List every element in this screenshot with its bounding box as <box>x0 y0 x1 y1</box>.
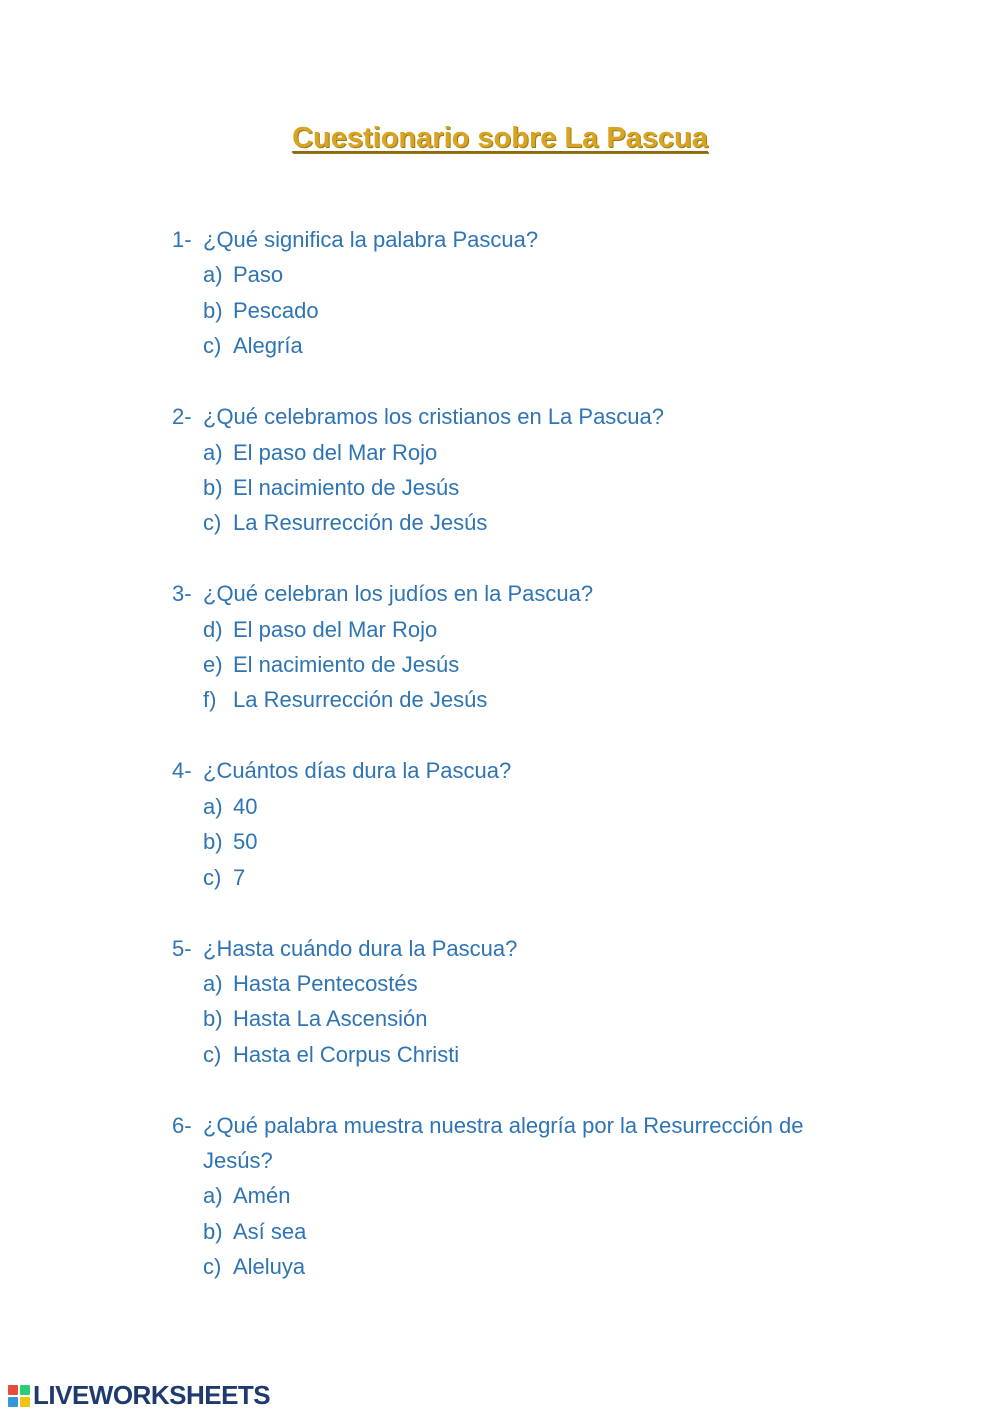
answer-option[interactable] <box>172 966 852 1001</box>
question-line <box>172 1108 852 1179</box>
answer-option[interactable] <box>172 1037 852 1072</box>
question-number: 6- <box>172 1112 192 1138</box>
question-6 <box>172 1108 852 1285</box>
option-letter: c) <box>203 333 222 359</box>
option-letter: c) <box>203 1041 222 1067</box>
option-text: Alegría <box>233 333 303 359</box>
option-text: Hasta La Ascensión <box>233 1006 428 1032</box>
answer-option[interactable] <box>172 505 852 540</box>
logo-square <box>8 1397 18 1407</box>
answer-option[interactable] <box>172 293 852 328</box>
question-text: ¿Qué significa la palabra Pascua? <box>203 227 539 252</box>
question-text: ¿Hasta cuándo dura la Pascua? <box>203 935 518 961</box>
option-letter: a) <box>203 970 223 996</box>
logo-square <box>8 1385 18 1395</box>
answer-option[interactable] <box>172 470 852 505</box>
question-text: ¿Qué celebran los judíos en la Pascua? <box>203 581 594 607</box>
option-text: La Resurrección de Jesús <box>233 687 488 713</box>
question-4 <box>172 753 852 895</box>
option-letter: a) <box>203 1183 223 1209</box>
option-text: Hasta Pentecostés <box>233 970 418 996</box>
option-text: Paso <box>233 262 284 288</box>
answer-option[interactable] <box>172 1214 852 1249</box>
option-letter: a) <box>203 793 223 819</box>
answer-option[interactable] <box>172 328 852 363</box>
question-number: 4- <box>172 758 192 784</box>
answer-option[interactable] <box>172 612 852 647</box>
answer-option[interactable] <box>172 1249 852 1284</box>
option-text: El paso del Mar Rojo <box>233 616 438 642</box>
option-text: 50 <box>233 829 258 855</box>
option-text: Así sea <box>233 1218 307 1244</box>
answer-option[interactable] <box>172 682 852 717</box>
option-text: Hasta el Corpus Christi <box>233 1041 460 1067</box>
question-number: 1- <box>172 227 192 252</box>
answer-option[interactable] <box>172 1001 852 1036</box>
option-letter: a) <box>203 262 223 288</box>
question-number: 3- <box>172 581 192 607</box>
option-letter: b) <box>203 474 223 500</box>
option-text: Pescado <box>233 297 319 323</box>
option-letter: d) <box>203 616 223 642</box>
answer-option[interactable] <box>172 435 852 470</box>
option-letter: b) <box>203 1218 223 1244</box>
answer-option[interactable] <box>172 647 852 682</box>
question-list <box>172 222 852 1320</box>
question-5 <box>172 931 852 1073</box>
answer-option[interactable] <box>172 824 852 859</box>
question-1 <box>172 222 852 364</box>
question-3 <box>172 576 852 718</box>
question-line <box>172 222 852 257</box>
question-text: ¿Cuántos días dura la Pascua? <box>203 758 512 784</box>
option-text: Amén <box>233 1183 291 1209</box>
option-letter: a) <box>203 439 223 465</box>
question-number: 2- <box>172 404 192 430</box>
option-letter: b) <box>203 297 223 323</box>
option-text: 40 <box>233 793 258 819</box>
answer-option[interactable] <box>172 1178 852 1213</box>
liveworksheets-logo[interactable] <box>8 1380 270 1411</box>
option-text: 7 <box>233 864 246 890</box>
option-text: Aleluya <box>233 1254 306 1280</box>
option-letter: c) <box>203 1254 222 1280</box>
question-number: 5- <box>172 935 192 961</box>
option-letter: c) <box>203 510 222 536</box>
question-line <box>172 753 852 788</box>
brand-name: LIVEWORKSHEETS <box>33 1380 271 1410</box>
answer-option[interactable] <box>172 860 852 895</box>
option-letter: b) <box>203 1006 223 1032</box>
option-text: El paso del Mar Rojo <box>233 439 438 465</box>
logo-square <box>20 1397 30 1407</box>
option-letter: e) <box>203 652 223 678</box>
logo-squares-icon <box>8 1385 30 1407</box>
answer-option[interactable] <box>172 257 852 292</box>
page-title: Cuestionario sobre La Pascua <box>292 122 708 154</box>
question-line <box>172 931 852 966</box>
option-text: La Resurrección de Jesús <box>233 510 488 536</box>
option-letter: f) <box>203 687 217 713</box>
option-text: El nacimiento de Jesús <box>233 474 460 500</box>
logo-square <box>20 1385 30 1395</box>
question-text: ¿Qué celebramos los cristianos en La Pascua? <box>203 404 665 430</box>
question-text: ¿Qué palabra muestra nuestra alegría por la Resurrección de Jesús? <box>203 1112 804 1174</box>
question-line <box>172 576 852 611</box>
option-letter: b) <box>203 829 223 855</box>
question-line <box>172 399 852 434</box>
option-text: El nacimiento de Jesús <box>233 652 460 678</box>
question-2 <box>172 399 852 541</box>
option-letter: c) <box>203 864 222 890</box>
answer-option[interactable] <box>172 789 852 824</box>
